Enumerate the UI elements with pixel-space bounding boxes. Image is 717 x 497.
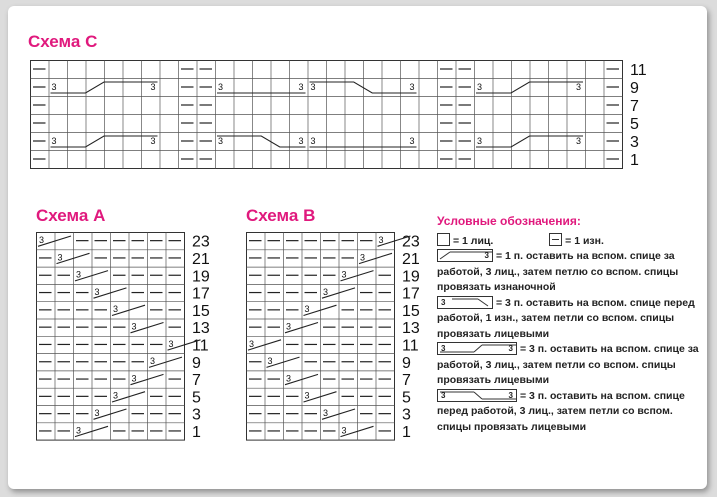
chart-a-cable-number: 3 [113, 390, 119, 401]
chart-c [30, 60, 680, 185]
chart-c-cable-number: 3 [477, 136, 483, 146]
chart-c-row-label: 7 [630, 98, 639, 115]
chart-b-row-label: 3 [402, 406, 411, 424]
chart-c-cable-number: 3 [576, 82, 582, 92]
chart-b-cable-number: 3 [341, 269, 347, 280]
chart-b-row-label: 1 [402, 423, 411, 441]
chart-a-cable-number: 3 [150, 356, 156, 367]
chart-a [36, 232, 216, 447]
chart-a-row-label: 11 [192, 337, 209, 355]
knit-symbol-icon [437, 233, 450, 246]
chart-a-row-label: 3 [192, 406, 201, 424]
legend-basic [437, 233, 699, 250]
chart-b-cable-number: 3 [304, 390, 310, 401]
chart-a-row-label: 15 [192, 302, 210, 320]
chart-c-row-label: 9 [630, 80, 639, 97]
chart-c-cable-number: 3 [218, 82, 224, 92]
chart-a-cable-number: 3 [131, 373, 137, 384]
chart-b-cable-number: 3 [249, 338, 255, 349]
chart-c-cable-number: 3 [576, 136, 582, 146]
chart-b-row-label: 19 [402, 268, 420, 286]
chart-c-cable-number: 3 [298, 82, 304, 92]
cable-left-3x3-icon: 3 3 [437, 389, 517, 402]
chart-b-row-label: 21 [402, 250, 420, 268]
legend-item-3 [437, 342, 699, 389]
chart-c-cable-number: 3 [409, 136, 415, 146]
chart-a-cable-number: 3 [168, 338, 174, 349]
chart-b-cable-number: 3 [323, 408, 329, 418]
chart-a-row-label: 7 [192, 372, 201, 390]
chart-c-cable-number: 3 [310, 82, 316, 92]
chart-c-title: Схема C [28, 32, 98, 51]
chart-c-cable-number: 3 [409, 82, 415, 92]
chart-b-cable-number: 3 [341, 425, 347, 436]
chart-b-row-label: 13 [402, 320, 420, 338]
chart-a-row-label: 23 [192, 233, 210, 251]
chart-c-cable-number: 3 [51, 82, 57, 92]
chart-b-cable-number: 3 [286, 373, 292, 384]
chart-c-row-label: 11 [630, 62, 647, 79]
legend-item-2-text: = 3 п. оставить на вспом. спице перед работой, 1 изн., затем петли со вспом. спицы провязать лицевыми [437, 296, 695, 340]
chart-a-cable-number: 3 [94, 408, 100, 418]
chart-b-cable-number: 3 [304, 304, 310, 315]
chart-c-row-label: 3 [630, 134, 639, 151]
chart-b-cable-number: 3 [267, 356, 273, 367]
chart-a-cable-number: 3 [76, 425, 82, 436]
legend-item-3-text: = 3 п. оставить на вспом. спице за работой, 3 лиц., затем петли со вспом. спицы провязать лицевыми [437, 343, 699, 386]
chart-b-row-label: 5 [402, 389, 411, 407]
chart-a-row-label: 1 [192, 423, 201, 441]
chart-b-row-label: 15 [402, 302, 420, 320]
chart-b-row-label: 11 [402, 337, 419, 355]
chart-c-cable-number: 3 [218, 136, 224, 146]
chart-a-row-label: 5 [192, 389, 201, 407]
chart-a-cable-number: 3 [57, 252, 63, 263]
chart-a-row-label: 13 [192, 320, 210, 338]
chart-b-cable-number: 3 [360, 252, 366, 263]
chart-a-cable-number: 3 [39, 235, 45, 245]
chart-b-cable-number: 3 [323, 286, 329, 297]
chart-b-row-label: 9 [402, 354, 411, 372]
chart-b-row-label: 23 [402, 233, 420, 251]
chart-b-cable-number: 3 [378, 235, 384, 245]
chart-a-cable-number: 3 [131, 321, 137, 332]
chart-b-row-label: 7 [402, 372, 411, 390]
chart-b [246, 232, 426, 447]
legend-knit: = 1 лиц. [453, 234, 494, 247]
chart-a-row-label: 21 [192, 250, 210, 268]
chart-c-cable-number: 3 [310, 136, 316, 146]
chart-c-cable-number: 3 [150, 136, 156, 146]
cable-left-3-icon: 3 [437, 296, 493, 309]
legend [437, 214, 699, 435]
chart-a-row-label: 9 [192, 354, 201, 372]
chart-a-row-label: 17 [192, 285, 210, 303]
chart-c-cable-number: 3 [150, 82, 156, 92]
cable-right-3-icon: 3 3 [437, 342, 517, 355]
chart-a-cable-number: 3 [76, 269, 82, 280]
legend-item-2 [437, 296, 699, 343]
chart-b-title: Схема B [246, 206, 316, 225]
chart-a-cable-number: 3 [94, 286, 100, 297]
purl-symbol-icon [549, 233, 562, 246]
chart-b-cable-number: 3 [286, 321, 292, 332]
cable-right-1-icon: 3 [437, 249, 493, 262]
legend-item-4 [437, 389, 699, 436]
chart-b-row-label: 17 [402, 285, 420, 303]
chart-a-cable-number: 3 [113, 304, 119, 315]
chart-a-title: Схема A [36, 206, 106, 225]
chart-c-row-label: 5 [630, 116, 639, 133]
legend-item-4-text: = 3 п. оставить на вспом. спице перед работой, 3 лиц., затем петли со вспом. спицы провязать лицевыми [437, 389, 685, 433]
chart-c-cable-number: 3 [477, 82, 483, 92]
legend-item-1 [437, 249, 699, 296]
chart-a-row-label: 19 [192, 268, 210, 286]
chart-c-cable-number: 3 [51, 136, 57, 146]
chart-c-row-label: 1 [630, 152, 639, 169]
legend-purl: = 1 изн. [565, 234, 604, 247]
legend-heading: Условные обозначения: [437, 214, 581, 228]
legend-item-1-text: = 1 п. оставить на вспом. спице за работой, 3 лиц., затем петлю со вспом. спицы провязать изнаночной [437, 250, 679, 293]
chart-c-cable-number: 3 [298, 136, 304, 146]
